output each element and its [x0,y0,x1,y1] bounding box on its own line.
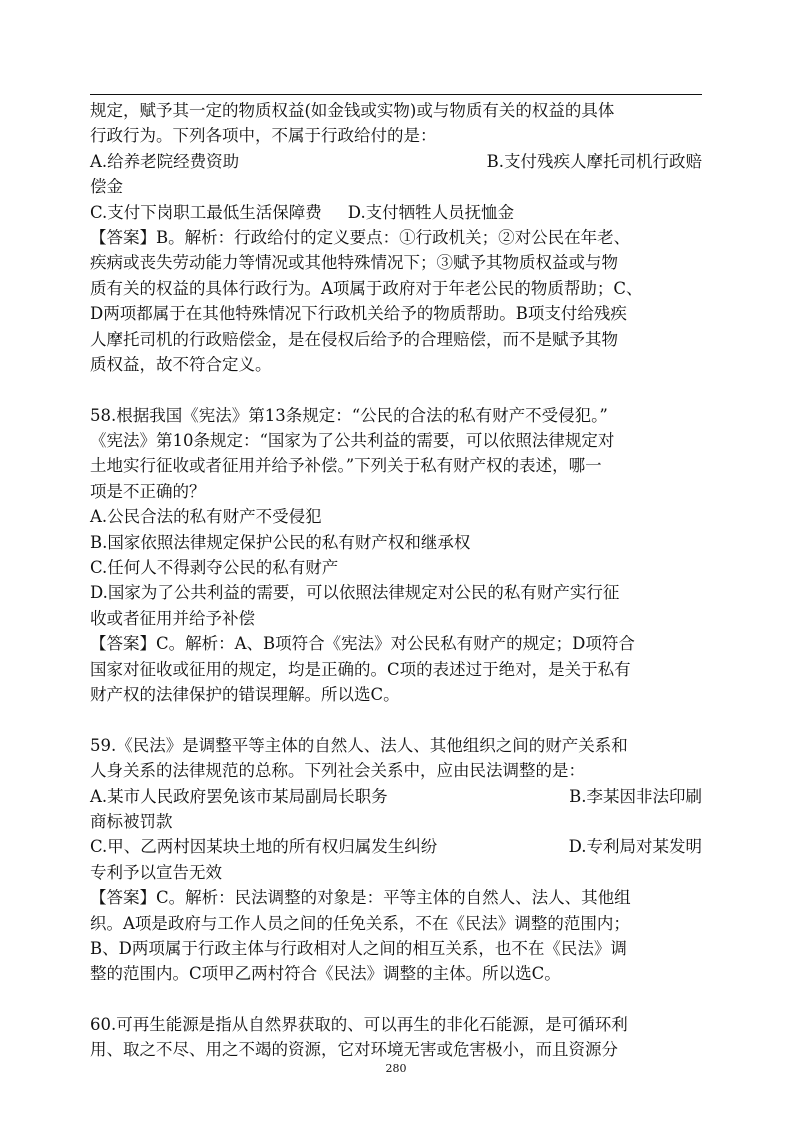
q57-answer-line: 质有关的权益的具体行政行为。A项属于政府对于年老公民的物质帮助；C、 [90,278,643,298]
document-page [90,0,702,1123]
paragraph-gap [90,707,702,732]
question-59 [90,733,702,987]
q59-stem-line: 人身关系的法律规范的总称。下列社会关系中，应由民法调整的是： [90,761,585,781]
paragraph-gap [90,987,702,1012]
q59-option-b: B.李某因非法印刷 [569,786,702,806]
q59-option-d-continued: 专利予以宣告无效 [90,862,222,882]
q58-answer-line: 国家对征收或征用的规定，均是正确的。C项的表述过于绝对，是关于私有 [90,659,631,679]
q58-option-b: B.国家依照法律规定保护公民的私有财产权和继承权 [90,532,471,552]
q57-answer-line: 疾病或丧失劳动能力等情况或其他特殊情况下；③赋予其物质权益或与物 [90,253,618,273]
q58-option-d: D.国家为了公共利益的需要，可以依照法律规定对公民的私有财产实行征 [90,583,620,603]
q59-answer-line: 【答案】C。解析：民法调整的对象是：平等主体的自然人、法人、其他组 [90,888,631,908]
q58-option-a: A.公民合法的私有财产不受侵犯 [90,507,322,527]
q59-option-a: A.某市人民政府罢免该市某局副局长职务 [90,786,388,806]
q57-answer-line: 质权益，故不符合定义。 [90,354,272,374]
q58-option-d-continued: 收或者征用并给予补偿 [90,608,255,628]
q58-stem-line: 土地实行征收或者征用并给予补偿。”下列关于私有财产权的表述，哪一 [90,456,602,476]
q59-answer-line: 整的范围内。C项甲乙两村符合《民法》调整的主体。所以选C。 [90,964,561,984]
q57-options-row-ab [90,149,702,174]
page-content [90,98,702,1063]
q58-answer-line: 财产权的法律保护的错误理解。所以选C。 [90,684,400,704]
q58-stem-line: 项是不正确的？ [90,481,206,501]
question-58 [90,403,702,708]
q59-options-row-ab [90,784,702,809]
q59-option-c: C.甲、乙两村因某块土地的所有权归属发生纠纷 [90,837,438,857]
q57-answer-line: 【答案】B。解析：行政给付的定义要点：①行政机关；②对公民在年老、 [90,227,631,247]
page-number: 280 [385,1062,407,1075]
q57-answer-line: D两项都属于在其他特殊情况下行政机关给予的物质帮助。B项支付给残疾 [90,304,627,324]
question-57 [90,98,702,377]
q57-option-b-continued: 偿金 [90,177,123,197]
q57-stem-line: 行政行为。下列各项中，不属于行政给付的是： [90,126,437,146]
question-60 [90,1012,702,1063]
q57-stem-line: 规定，赋予其一定的物质权益(如金钱或实物)或与物质有关的权益的具体 [90,101,615,120]
q59-option-d: D.专利局对某发明 [568,837,702,857]
q60-stem-line: 60.可再生能源是指从自然界获取的、可以再生的非化石能源，是可循环利 [90,1015,628,1035]
q57-option-d: D.支付牺牲人员抚恤金 [347,202,515,222]
header-rule [90,94,702,95]
q60-stem-line: 用、取之不尽、用之不竭的资源，它对环境无害或危害极小，而且资源分 [90,1040,618,1060]
q57-option-c: C.支付下岗职工最低生活保障费 [90,202,322,222]
q57-answer-line: 人摩托司机的行政赔偿金，是在侵权后给予的合理赔偿，而不是赋予其物 [90,329,618,349]
q59-option-b-continued: 商标被罚款 [90,811,173,831]
q58-option-c: C.任何人不得剥夺公民的私有财产 [90,558,339,578]
q58-stem-line: 58.根据我国《宪法》第13条规定：“公民的合法的私有财产不受侵犯。” [90,405,608,425]
paragraph-gap [90,377,702,402]
q59-stem-line: 59.《民法》是调整平等主体的自然人、法人、其他组织之间的财产关系和 [90,735,628,755]
q58-stem-line: 《宪法》第10条规定：“国家为了公共利益的需要，可以依照法律规定对 [90,431,615,451]
q59-answer-line: 织。A项是政府与工作人员之间的任免关系，不在《民法》调整的范围内； [90,913,630,933]
q59-options-row-cd [90,834,702,859]
q57-options-row-cd [90,200,702,225]
q58-answer-line: 【答案】C。解析：A、B项符合《宪法》对公民私有财产的规定；D项符合 [90,634,635,654]
q59-answer-line: B、D两项属于行政主体与行政相对人之间的相互关系，也不在《民法》调 [90,938,627,958]
q57-option-b: B.支付残疾人摩托司机行政赔 [486,151,702,171]
q57-option-a: A.给养老院经费资助 [90,151,240,171]
